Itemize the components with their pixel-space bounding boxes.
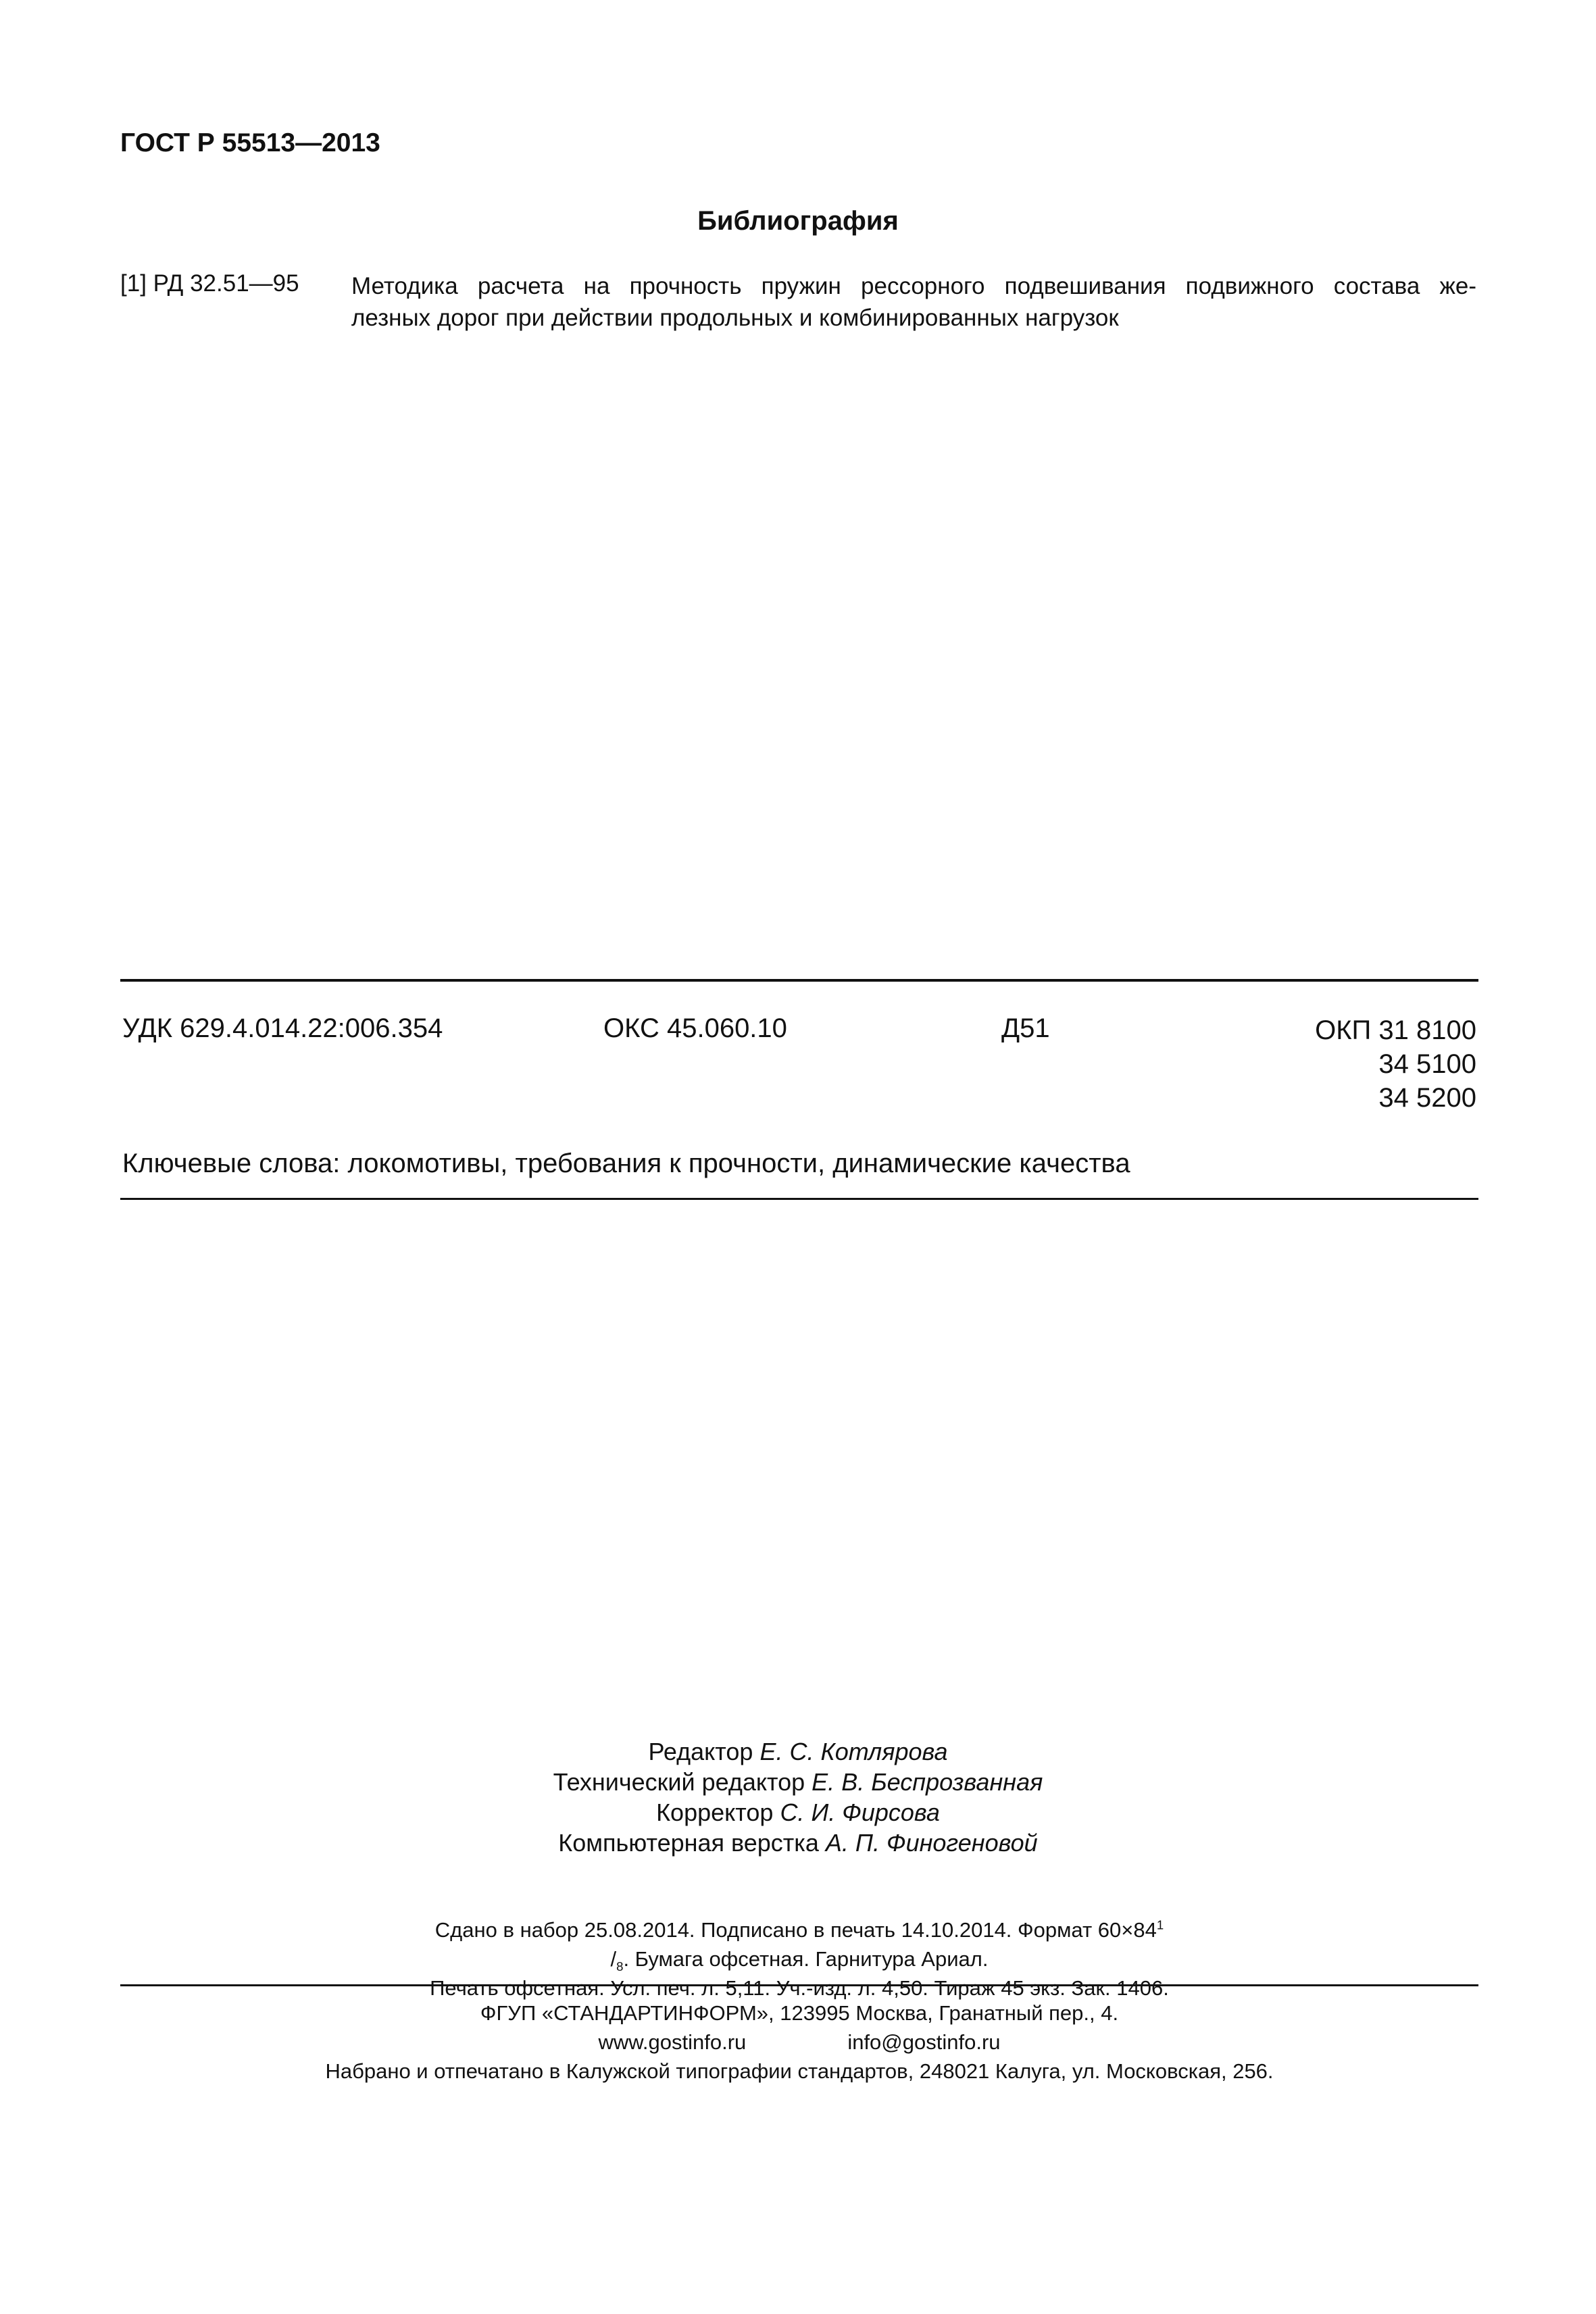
bibliography-entry-text [351, 270, 1476, 334]
bibliography-entry-line-2: лезных дорог при действии продольных и комбинированных нагрузок [351, 305, 1119, 331]
okp-code-3: 34 5200 [1378, 1083, 1476, 1113]
bibliography-ref: [1] РД 32.51—95 [120, 270, 299, 297]
publisher-website[interactable]: www.gostinfo.ru [598, 2030, 747, 2054]
printing-house: Набрано и отпечатано в Калужской типографии стандартов, 248021 Калуга, ул. Московская, 256. [325, 2059, 1274, 2083]
okp-code-2: 34 5100 [1378, 1049, 1476, 1079]
publisher-top-rule [120, 1984, 1478, 1986]
print-info: Сдано в набор 25.08.2014. Подписано в печать 14.10.2014. Формат $60\times 84^1$ $/_8$. Бумага офсетная. Гарнитура Ариал. Печать офсетная. Усл. печ. л. 5,11. Уч.-изд. л. 4,50. Тираж 45 экз. Зак. 1406. [120, 1915, 1478, 2003]
udk-code: УДК 629.4.014.22:006.354 [122, 1013, 443, 1043]
keywords-bottom-rule [120, 1198, 1478, 1200]
publisher-links [120, 2028, 1478, 2057]
keywords: Ключевые слова: локомотивы, требования к прочности, динамические качества [122, 1149, 1130, 1178]
credit-editor: Редактор Е. С. Котлярова [648, 1738, 948, 1765]
bibliography-entry-line-1: Методика расчета на прочность пружин рессорного подвешивания подвижного состава же- [351, 273, 1476, 299]
okp-code-1: ОКП 31 8100 [1315, 1015, 1476, 1045]
publisher-email[interactable]: info@gostinfo.ru [847, 2030, 1001, 2054]
credit-corrector: Корректор С. И. Фирсова [656, 1799, 940, 1826]
publisher-info [120, 1998, 1478, 2086]
print-info-line-2: Печать офсетная. Усл. печ. л. 5,11. Уч.-изд. л. 4,50. Тираж 45 экз. Зак. 1406. [430, 1976, 1169, 2000]
print-info-line-1: Сдано в набор 25.08.2014. Подписано в печать 14.10.2014. Формат $60\times 84^1$ [434, 1917, 1164, 1942]
credit-tech-editor: Технический редактор Е. В. Беспрозванная [553, 1768, 1043, 1796]
document-code: ГОСТ Р 55513—2013 [120, 128, 380, 157]
classification-top-rule [120, 979, 1478, 982]
bibliography-title: Библиография [697, 206, 899, 236]
credits-block [0, 1736, 1596, 1858]
publisher-address: ФГУП «СТАНДАРТИНФОРМ», 123995 Москва, Гранатный пер., 4. [480, 2001, 1119, 2025]
d-code: Д51 [1001, 1013, 1050, 1043]
oks-code: ОКС 45.060.10 [603, 1013, 787, 1043]
credit-layout: Компьютерная верстка А. П. Финогеновой [558, 1829, 1038, 1857]
okp-codes [1315, 1013, 1476, 1115]
